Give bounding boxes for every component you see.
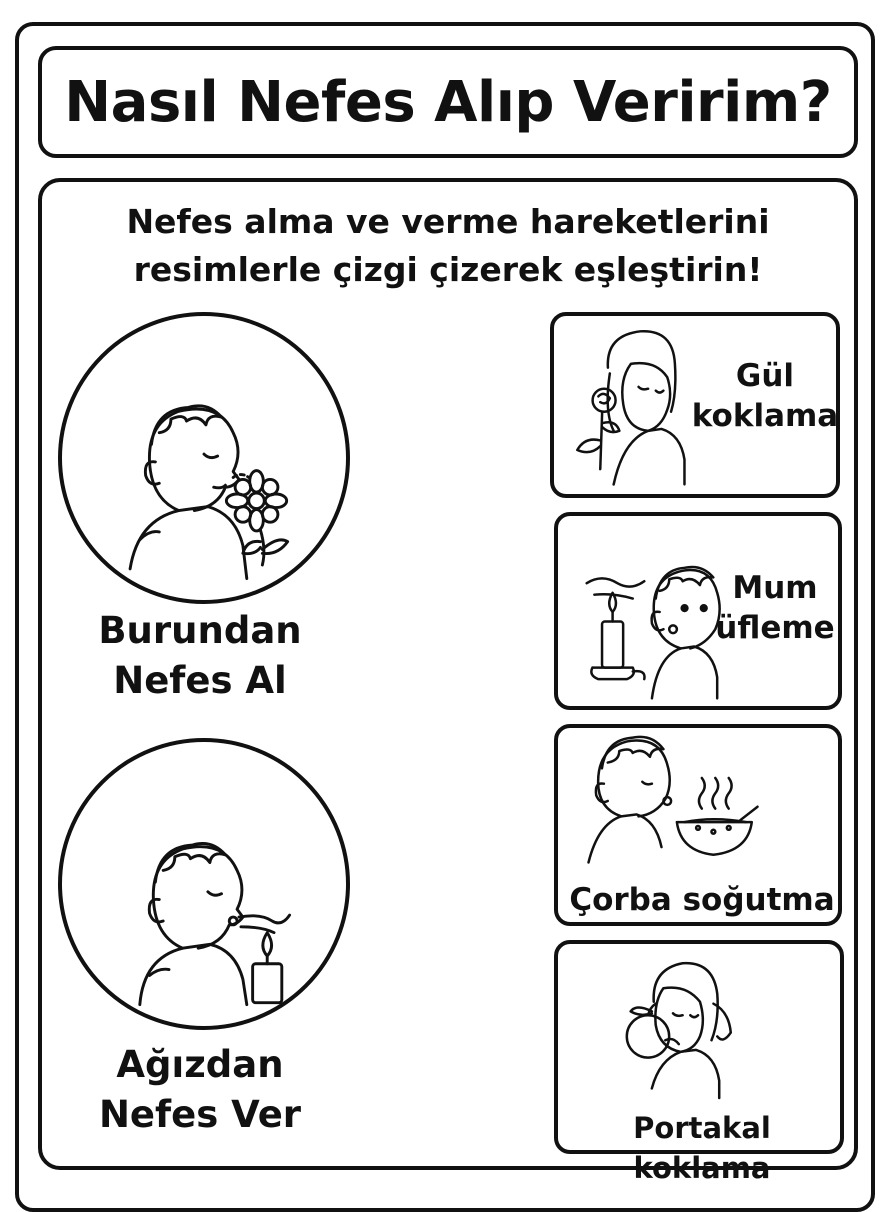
inhale-label-line-1: Burundan	[98, 609, 302, 652]
instructions-line-2: resimlerle çizgi çizerek eşleştirin!	[133, 250, 763, 289]
inhale-circle[interactable]	[58, 312, 350, 604]
title-box	[38, 46, 858, 158]
card-candle-label-line-1: Mum	[732, 570, 818, 606]
exhale-label	[60, 1040, 340, 1140]
card-rose-label	[690, 356, 840, 436]
instructions	[60, 198, 836, 294]
card-candle-label-line-2: üfleme	[715, 610, 835, 646]
card-candle-label	[708, 568, 842, 648]
card-orange-smelling[interactable]	[554, 940, 844, 1185]
card-candle-blowing[interactable]	[554, 512, 842, 710]
page-title: Nasıl Nefes Alıp Veririm?	[64, 69, 832, 135]
card-soup-cooling[interactable]	[554, 724, 842, 926]
card-soup-label: Çorba soğutma	[569, 882, 835, 918]
card-orange-label: Portakal koklama	[633, 1111, 771, 1185]
inhale-label-line-2: Nefes Al	[113, 659, 287, 702]
card-rose-smelling[interactable]	[550, 312, 840, 498]
instructions-line-1: Nefes alma ve verme hareketlerini	[126, 202, 770, 241]
inhale-label	[60, 606, 340, 706]
card-rose-label-line-1: Gül	[735, 358, 795, 394]
exhale-label-line-2: Nefes Ver	[98, 1093, 302, 1136]
exhale-label-line-1: Ağızdan	[116, 1043, 284, 1086]
boy-smelling-flower-icon	[62, 316, 346, 600]
exhale-circle[interactable]	[58, 738, 350, 1030]
boy-blowing-candle-icon	[62, 742, 346, 1026]
card-rose-label-line-2: koklama	[691, 398, 839, 434]
